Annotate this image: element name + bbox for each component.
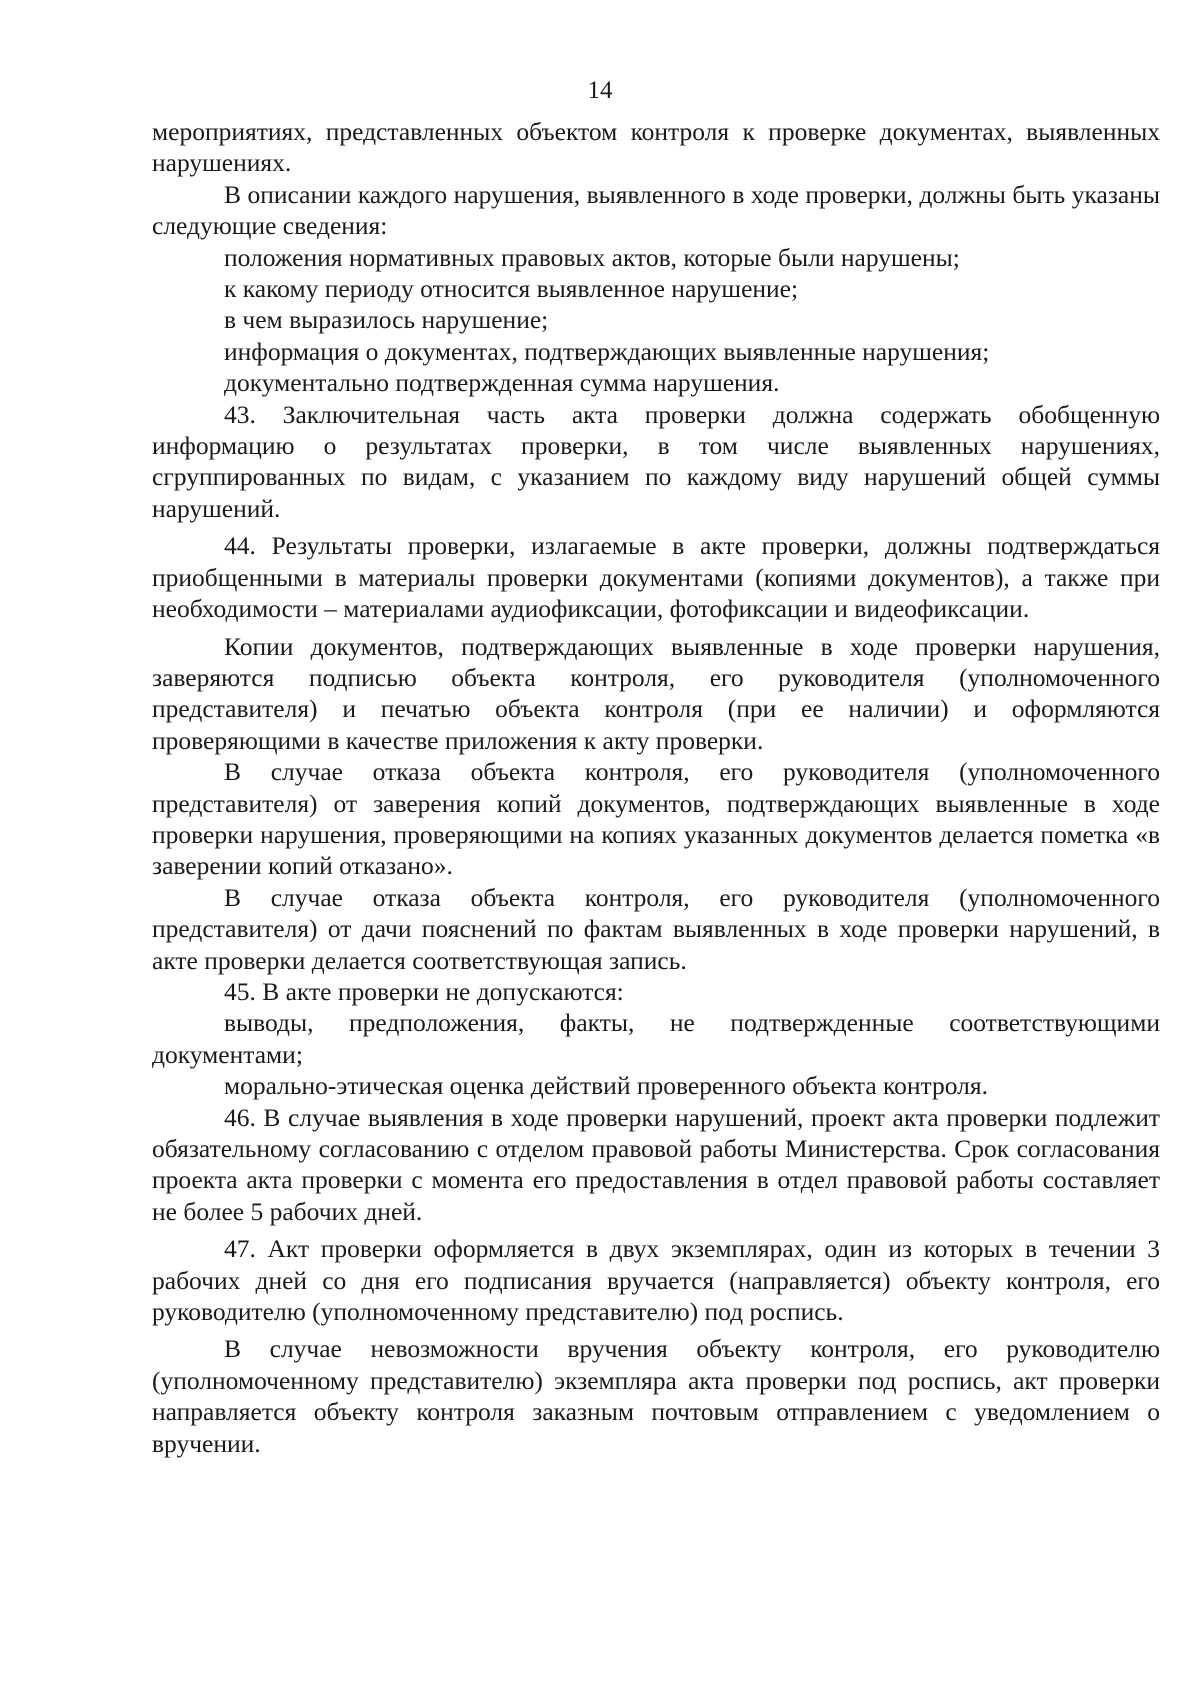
- paragraph-continuation: мероприятиях, представленных объектом контроля к проверке документах, выявленных нарушениях.: [152, 117, 1160, 178]
- page-number: 14: [587, 77, 613, 104]
- list-item-documents-info: информация о документах, подтверждающих выявленные нарушения;: [224, 336, 990, 366]
- list-item-legal-provisions: положения нормативных правовых актов, которые были нарушены;: [224, 242, 960, 272]
- list-item-amount: документально подтвержденная сумма нарушения.: [224, 368, 780, 398]
- list-item-conclusions: выводы, предположения, факты, не подтвержденные соответствующими документами;: [152, 1008, 1160, 1069]
- paragraph-delivery-impossible: В случае невозможности вручения объекту контроля, его руководителю (уполномоченному представителю) экземпляра акта проверки под роспись, акт проверки направляется объекту контроля заказным почтовым отправлением с уведомлением о вручении.: [152, 1334, 1160, 1458]
- document-body: [152, 116, 1160, 1459]
- paragraph-45: 45. В акте проверки не допускаются:: [224, 976, 624, 1006]
- paragraph-47: 47. Акт проверки оформляется в двух экземплярах, один из которых в течении 3 рабочих дней со дня его подписания вручается (направляется) объекту контроля, его руководителю (уполномоченному представителю) под роспись.: [152, 1234, 1160, 1327]
- list-item-period: к какому периоду относится выявленное нарушение;: [224, 274, 799, 304]
- list-item-violation-nature: в чем выразилось нарушение;: [224, 305, 549, 335]
- paragraph-copies: Копии документов, подтверждающих выявленные в ходе проверки нарушения, заверяются подписью объекта контроля, его руководителя (уполномоченного представителя) и печатью объекта контроля (при ее наличии) и оформляются проверяющими в качестве приложения к акту проверки.: [152, 631, 1160, 755]
- paragraph-violation-description: В описании каждого нарушения, выявленного в ходе проверки, должны быть указаны следующие сведения:: [152, 179, 1160, 241]
- paragraph-43: 43. Заключительная часть акта проверки должна содержать обобщенную информацию о результатах проверки, в том числе выявленных нарушениях, сгруппированных по видам, с указанием по каждому виду нарушений общей суммы нарушений.: [152, 399, 1160, 523]
- paragraph-44: 44. Результаты проверки, излагаемые в акте проверки, должны подтверждаться приобщенными в материалы проверки документами (копиями документов), а также при необходимости – материалами аудиофиксации, фотофиксации и видеофиксации.: [152, 531, 1160, 624]
- paragraph-46: 46. В случае выявления в ходе проверки нарушений, проект акта проверки подлежит обязательному согласованию с отделом правовой работы Министерства. Срок согласования проекта акта проверки с момента его предоставления в отдел правовой работы составляет не более 5 рабочих дней.: [152, 1102, 1160, 1226]
- paragraph-refusal-explain: В случае отказа объекта контроля, его руководителя (уполномоченного представителя) от дачи пояснений по фактам выявленных в ходе проверки нарушений, в акте проверки делается соответствующая запись.: [152, 882, 1160, 975]
- paragraph-refusal-certify: В случае отказа объекта контроля, его руководителя (уполномоченного представителя) от заверения копий документов, подтверждающих выявленные в ходе проверки нарушения, проверяющими на копиях указанных документов делается пометка «в заверении копий отказано».: [152, 757, 1160, 881]
- list-item-moral-assessment: морально-этическая оценка действий проверенного объекта контроля.: [224, 1071, 988, 1101]
